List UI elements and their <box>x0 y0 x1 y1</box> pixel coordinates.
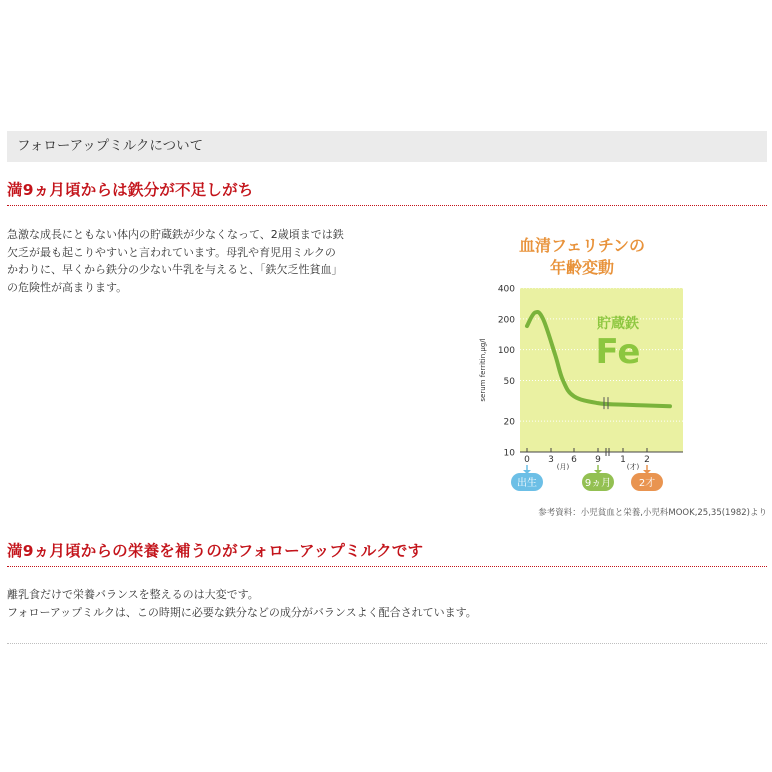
x-tick-label: 2 <box>644 455 650 465</box>
heading-follow-up-milk: 満9ヵ月頃からの栄養を補うのがフォローアップミルクです <box>7 542 424 560</box>
x-tick-label: 9 <box>595 455 601 465</box>
paragraph-line: 急激な成長にともない体内の貯蔵鉄が少なくなって、2歳頃までは鉄 <box>7 228 344 241</box>
heading-iron-shortage: 満9ヵ月頃からは鉄分が不足しがち <box>7 181 254 199</box>
marker-label: 9ヵ月 <box>584 478 612 489</box>
x-tick-label: 0 <box>524 455 530 465</box>
y-tick-label: 100 <box>497 346 515 357</box>
source-note: 参考資料：小児貧血と栄養,小児科MOOK,25,35(1982)より <box>538 508 767 518</box>
heading-divider <box>7 566 767 567</box>
paragraph-line: 離乳食だけで栄養バランスを整えるのは大変です。 <box>7 588 259 601</box>
x-tick-label: 1 <box>620 455 626 465</box>
paragraph-line: の危険性が高まります。 <box>7 280 128 294</box>
x-month-unit: (月) <box>556 463 570 471</box>
x-tick-label: 3 <box>548 455 554 465</box>
y-tick-label: 400 <box>497 284 515 295</box>
y-axis-ticks <box>498 285 515 459</box>
ferritin-chart <box>470 230 770 510</box>
x-tick-label: 6 <box>571 455 577 465</box>
paragraph-line: 欠乏が最も起こりやすいと言われています。母乳や育児用ミルクの <box>7 245 336 259</box>
y-tick-label: 200 <box>497 315 515 326</box>
paragraph-follow-up-milk <box>7 586 477 621</box>
age-markers <box>511 465 663 491</box>
marker-label: 2才 <box>638 478 656 489</box>
bottom-divider <box>7 643 767 644</box>
chart-title-line1: 血清フェリチンの <box>518 236 646 255</box>
y-tick-label: 50 <box>503 376 515 387</box>
section-title-bar <box>7 131 767 162</box>
marker-label: 出生 <box>517 478 537 489</box>
chart-title-line2: 年齢変動 <box>549 258 615 277</box>
y-axis-label: serum ferritin,μg/l <box>479 338 487 402</box>
x-year-unit: (才) <box>626 463 640 471</box>
inset-symbol-fe: Fe <box>595 332 641 372</box>
section-title: フォローアップミルクについて <box>17 138 204 154</box>
y-tick-label: 10 <box>503 448 515 459</box>
heading-divider <box>7 205 767 206</box>
y-tick-label: 20 <box>503 417 515 428</box>
paragraph-line: フォローアップミルクは、この時期に必要な鉄分などの成分がバランスよく配合されています。 <box>7 605 477 619</box>
paragraph-line: かわりに、早くから鉄分の少ない牛乳を与えると、「鉄欠乏性貧血」 <box>7 263 343 276</box>
inset-label-stored-iron: 貯蔵鉄 <box>597 316 639 332</box>
paragraph-iron-shortage <box>7 226 344 296</box>
